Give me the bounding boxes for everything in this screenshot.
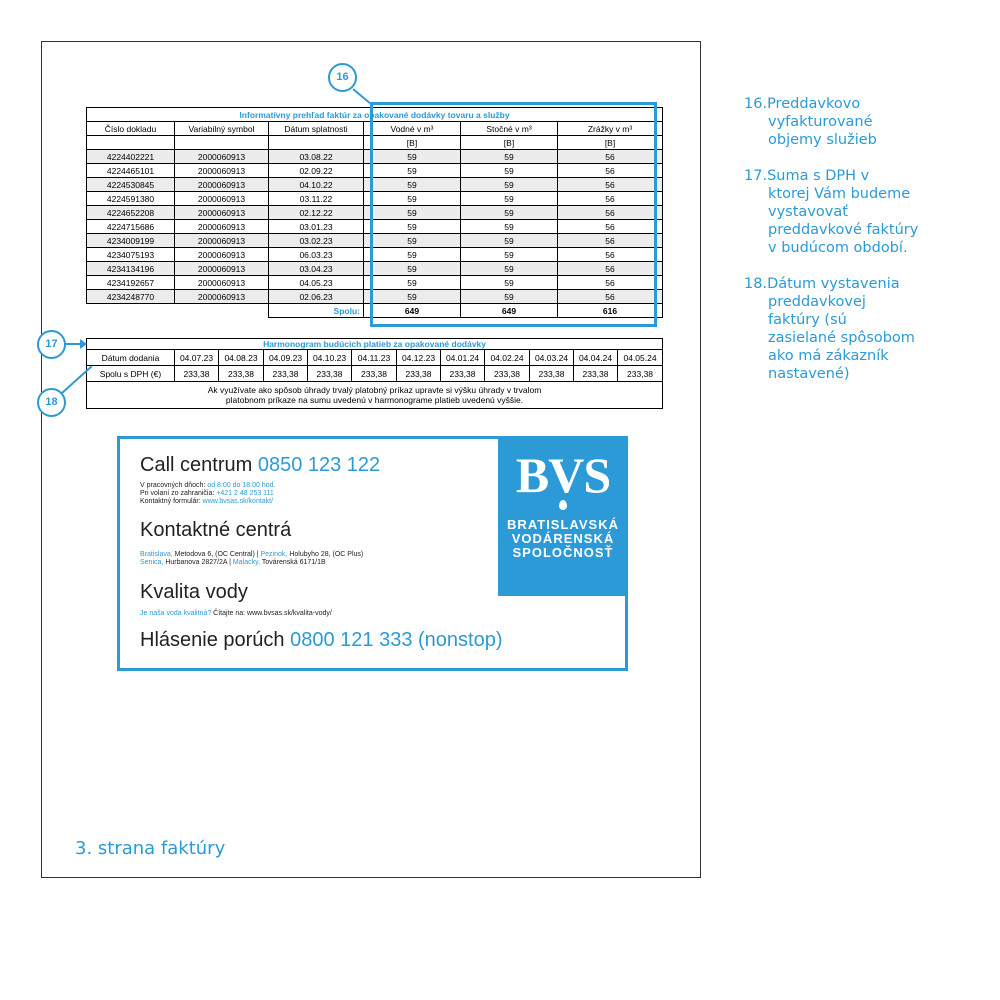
contact-form-link[interactable]: www.bvsas.sk/kontakt/ <box>202 498 274 505</box>
water-quality-text: Je naša voda kvalitná? Čítajte na: www.bvsas.sk/kvalita-vody/ <box>140 610 332 617</box>
schedule-date: 04.02.24 <box>485 350 530 366</box>
invoice-page <box>41 41 701 878</box>
table-cell: 56 <box>558 178 663 192</box>
table-cell: 2000060913 <box>175 220 269 234</box>
table-cell: 02.12.22 <box>269 206 364 220</box>
water-quality-heading: Kvalita vody <box>140 581 248 603</box>
schedule-amount: 233,38 <box>352 366 397 382</box>
table-cell: 2000060913 <box>175 276 269 290</box>
table-cell: 59 <box>364 150 461 164</box>
note-text: faktúry (sú <box>768 312 847 328</box>
note-number: 17. <box>744 168 768 184</box>
table-cell: 56 <box>558 248 663 262</box>
badge-16: 16 <box>328 63 357 92</box>
schedule-date: 04.09.23 <box>264 350 308 366</box>
note-item <box>744 167 984 257</box>
table-cell: 59 <box>461 276 558 290</box>
total-cell: 649 <box>364 304 461 318</box>
contact-centres-list: Bratislava, Metodova 6, (OC Central) | Pezinok, Holubyho 28, (OC Plus) Senica, Hurbanova 2827/2A | Malacky, Továrenská 6171/1B <box>140 551 364 566</box>
fault-reporting-heading: Hlásenie porúch 0800 121 333 (nonstop) <box>140 629 503 651</box>
table-cell: 56 <box>558 150 663 164</box>
schedule-amount: 233,38 <box>574 366 618 382</box>
note-text: objemy služieb <box>768 132 877 148</box>
table-cell: 59 <box>461 220 558 234</box>
contact-centres-heading: Kontaktné centrá <box>140 519 292 541</box>
unit-cell <box>175 136 269 150</box>
highlight-box <box>370 102 657 327</box>
unit-cell: [B] <box>461 136 558 150</box>
table-cell: 03.11.22 <box>269 192 364 206</box>
table-cell: 56 <box>558 220 663 234</box>
table-cell: 4224591380 <box>87 192 175 206</box>
schedule-amount: 233,38 <box>397 366 441 382</box>
table-cell: 2000060913 <box>175 150 269 164</box>
column-header: Variabilný symbol <box>175 122 269 136</box>
page-label: 3. strana faktúry <box>75 838 226 859</box>
bvs-logo: BVS BRATISLAVSKÁ VODÁRENSKÁ SPOLOČNOSŤ <box>498 436 628 596</box>
table-cell: 56 <box>558 192 663 206</box>
column-header: Číslo dokladu <box>87 122 175 136</box>
table-caption: Informatívny prehľad faktúr za opakované dodávky tovaru a služby <box>87 108 663 122</box>
table-caption: Harmonogram budúcich platieb za opakované dodávky <box>87 339 663 350</box>
table-cell: 4234075193 <box>87 248 175 262</box>
note-text: Preddavkovo <box>767 96 861 112</box>
table-cell: 04.05.23 <box>269 276 364 290</box>
note-item <box>744 95 984 149</box>
table-cell: 56 <box>558 164 663 178</box>
note-text: preddavkové faktúry <box>768 222 919 238</box>
schedule-date: 04.12.23 <box>397 350 441 366</box>
table-cell: 4234192657 <box>87 276 175 290</box>
table-cell: 03.04.23 <box>269 262 364 276</box>
note-number: 16. <box>744 96 768 112</box>
schedule-date: 04.10.23 <box>308 350 352 366</box>
note-text: ktorej Vám budeme <box>768 186 911 202</box>
table-cell: 2000060913 <box>175 178 269 192</box>
unit-cell: [B] <box>364 136 461 150</box>
schedule-amount: 233,38 <box>441 366 485 382</box>
table-cell: 59 <box>461 262 558 276</box>
unit-cell <box>269 136 364 150</box>
schedule-date: 04.11.23 <box>352 350 397 366</box>
column-header: Zrážky v m³ <box>558 122 663 136</box>
note-text: Suma s DPH v <box>767 168 870 184</box>
table-cell: 4234009199 <box>87 234 175 248</box>
note-item <box>744 275 984 383</box>
schedule-amount: 233,38 <box>264 366 308 382</box>
row-label: Dátum dodania <box>87 350 175 366</box>
schedule-date: 04.03.24 <box>530 350 574 366</box>
schedule-amount: 233,38 <box>219 366 264 382</box>
schedule-date: 04.05.24 <box>618 350 663 366</box>
schedule-date: 04.08.23 <box>219 350 264 366</box>
table-cell: 2000060913 <box>175 248 269 262</box>
note-text: v budúcom období. <box>768 240 908 256</box>
table-cell: 4234134196 <box>87 262 175 276</box>
table-cell: 03.01.23 <box>269 220 364 234</box>
column-header: Vodné v m³ <box>364 122 461 136</box>
note-text: zasielané spôsobom <box>768 330 915 346</box>
table-cell: 59 <box>461 234 558 248</box>
note-text: preddavkovej <box>768 294 866 310</box>
schedule-date: 04.01.24 <box>441 350 485 366</box>
table-cell: 59 <box>364 262 461 276</box>
table-cell: 59 <box>461 248 558 262</box>
table-cell: 4224715686 <box>87 220 175 234</box>
table-cell: 56 <box>558 290 663 304</box>
table-cell: 56 <box>558 206 663 220</box>
table-cell: 59 <box>461 164 558 178</box>
note-text: vystavovať <box>768 204 848 220</box>
note-text: nastavené) <box>768 366 850 382</box>
table-cell: 02.06.23 <box>269 290 364 304</box>
call-centre-heading: Call centrum 0850 123 122 <box>140 454 381 476</box>
schedule-date: 04.07.23 <box>175 350 219 366</box>
table-cell: 59 <box>461 150 558 164</box>
table-cell: 59 <box>461 178 558 192</box>
schedule-amount: 233,38 <box>175 366 219 382</box>
table-cell: 4224465101 <box>87 164 175 178</box>
table-cell: 2000060913 <box>175 290 269 304</box>
call-centre-details: V pracovných dňoch: od 8:00 do 18:00 hod. Pri volaní zo zahraničia: +421 2 48 253 111 Kontaktný formulár: www.bvsas.sk/kontakt/ <box>140 482 276 505</box>
table-cell: 56 <box>558 276 663 290</box>
callout-line <box>352 88 370 104</box>
schedule-amount: 233,38 <box>530 366 574 382</box>
table-cell: 56 <box>558 262 663 276</box>
table-cell: 03.02.23 <box>269 234 364 248</box>
table-cell: 59 <box>461 192 558 206</box>
table-cell: 59 <box>364 206 461 220</box>
unit-cell <box>87 136 175 150</box>
table-cell: 4224402221 <box>87 150 175 164</box>
table-cell: 4234248770 <box>87 290 175 304</box>
table-cell: 4224652208 <box>87 206 175 220</box>
total-cell: 649 <box>461 304 558 318</box>
table-cell: 59 <box>364 220 461 234</box>
total-cell: 616 <box>558 304 663 318</box>
payment-schedule-table <box>86 338 663 409</box>
table-cell: 2000060913 <box>175 206 269 220</box>
schedule-amount: 233,38 <box>485 366 530 382</box>
table-cell: 2000060913 <box>175 262 269 276</box>
table-cell: 59 <box>461 206 558 220</box>
table-cell: 06.03.23 <box>269 248 364 262</box>
note-number: 18. <box>744 276 768 292</box>
table-cell: 03.08.22 <box>269 150 364 164</box>
table-cell: 2000060913 <box>175 164 269 178</box>
table-cell: 59 <box>461 290 558 304</box>
note-text: vyfakturované <box>768 114 873 130</box>
note-text: ako má zákazník <box>768 348 889 364</box>
contact-box <box>117 436 628 671</box>
table-cell: 59 <box>364 290 461 304</box>
table-cell: 59 <box>364 178 461 192</box>
row-label: Spolu s DPH (€) <box>87 366 175 382</box>
table-cell: 02.09.22 <box>269 164 364 178</box>
annotation-notes <box>744 95 984 401</box>
table-cell: 2000060913 <box>175 192 269 206</box>
unit-cell: [B] <box>558 136 663 150</box>
arrow-icon <box>80 339 87 349</box>
table-cell: 59 <box>364 276 461 290</box>
payment-note: Ak využívate ako spôsob úhrady trvalý platobný príkaz upravte si výšku úhrady v trvalom platobnom príkaze na sumu uvedenú v harmonograme platieb uvedenú vyššie. <box>87 382 663 409</box>
table-cell: 2000060913 <box>175 234 269 248</box>
schedule-amount: 233,38 <box>618 366 663 382</box>
total-label: Spolu: <box>269 304 364 318</box>
schedule-amount: 233,38 <box>308 366 352 382</box>
table-cell: 04.10.22 <box>269 178 364 192</box>
column-header: Dátum splatnosti <box>269 122 364 136</box>
schedule-date: 04.04.24 <box>574 350 618 366</box>
table-cell: 59 <box>364 248 461 262</box>
column-header: Stočné v m³ <box>461 122 558 136</box>
table-cell: 4224530845 <box>87 178 175 192</box>
table-cell: 59 <box>364 192 461 206</box>
badge-17: 17 <box>37 330 66 359</box>
fault-reporting-number[interactable]: 0800 121 333 (nonstop) <box>290 629 503 651</box>
table-cell: 56 <box>558 234 663 248</box>
table-cell: 59 <box>364 234 461 248</box>
call-centre-number[interactable]: 0850 123 122 <box>257 454 381 476</box>
badge-18: 18 <box>37 388 66 417</box>
table-cell: 59 <box>364 164 461 178</box>
note-text: Dátum vystavenia <box>767 276 900 292</box>
